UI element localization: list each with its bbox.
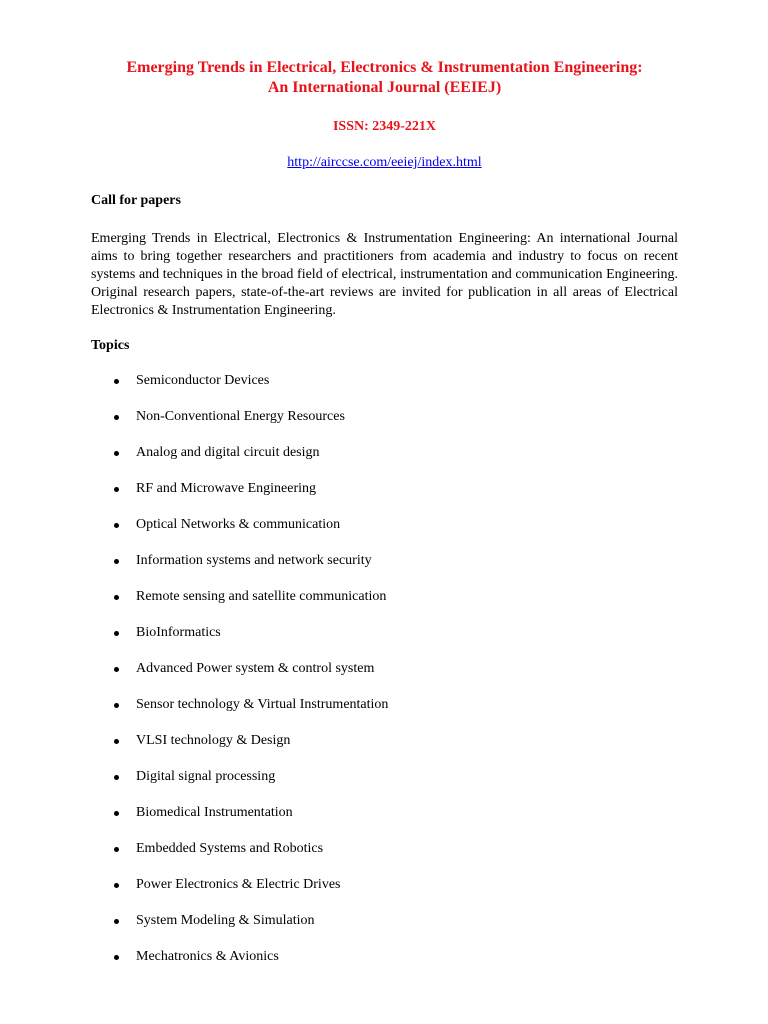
topic-item [91, 444, 678, 462]
document-page [91, 58, 678, 984]
bullet-icon [114, 739, 119, 744]
topic-item [91, 408, 678, 426]
journal-title-line-1: Emerging Trends in Electrical, Electronics & Instrumentation Engineering: [126, 59, 643, 76]
bullet-icon [114, 559, 119, 564]
topic-label: Advanced Power system & control system [136, 661, 375, 676]
topic-label: RF and Microwave Engineering [136, 481, 317, 496]
topic-label: Analog and digital circuit design [136, 445, 320, 460]
bullet-icon [114, 667, 119, 672]
topic-item [91, 768, 678, 786]
bullet-icon [114, 847, 119, 852]
topic-label: Information systems and network security [136, 553, 372, 568]
topic-item [91, 480, 678, 498]
bullet-icon [114, 775, 119, 780]
bullet-icon [114, 379, 119, 384]
issn-number: ISSN: 2349-221X [332, 119, 437, 134]
bullet-icon [114, 523, 119, 528]
topic-item [91, 660, 678, 678]
journal-title-line-2: An International Journal (EEIEJ) [267, 79, 502, 96]
intro-paragraph: Emerging Trends in Electrical, Electronics & Instrumentation Engineering: An international Journal aims to bring together researchers and practitioners from academia and industry to focus on recent systems and techniques in the broad field of electrical, instrumentation and communication Engineering. Original research papers, state-of-the-art reviews are invited for publication in all areas of Electrical Electronics & Instrumentation Engineering. [91, 231, 678, 318]
topic-item [91, 840, 678, 858]
topic-label: Embedded Systems and Robotics [136, 841, 324, 856]
call-for-papers-heading: Call for papers [91, 193, 181, 208]
topic-item [91, 696, 678, 714]
topic-label: System Modeling & Simulation [136, 913, 315, 928]
bullet-icon [114, 451, 119, 456]
topic-label: Digital signal processing [136, 769, 276, 784]
bullet-icon [114, 883, 119, 888]
topic-item [91, 948, 678, 966]
topic-label: Biomedical Instrumentation [136, 805, 293, 820]
bullet-icon [114, 487, 119, 492]
bullet-icon [114, 919, 119, 924]
topic-label: Mechatronics & Avionics [136, 949, 279, 964]
bullet-icon [114, 703, 119, 708]
bullet-icon [114, 631, 119, 636]
bullet-icon [114, 595, 119, 600]
topic-item [91, 516, 678, 534]
topic-item [91, 912, 678, 930]
topic-item [91, 552, 678, 570]
topic-label: BioInformatics [136, 625, 221, 640]
journal-url-link[interactable]: http://airccse.com/eeiej/index.html [287, 155, 482, 170]
bullet-icon [114, 955, 119, 960]
topic-label: Sensor technology & Virtual Instrumentation [136, 697, 389, 712]
bullet-icon [114, 415, 119, 420]
topic-item [91, 588, 678, 606]
topic-item [91, 372, 678, 390]
journal-url-line [91, 154, 678, 172]
bullet-icon [114, 811, 119, 816]
topic-label: VLSI technology & Design [136, 733, 291, 748]
topic-item [91, 732, 678, 750]
topic-label: Remote sensing and satellite communication [136, 589, 387, 604]
topic-label: Optical Networks & communication [136, 517, 341, 532]
topic-item [91, 876, 678, 894]
topic-label: Non-Conventional Energy Resources [136, 409, 345, 424]
topic-item [91, 624, 678, 642]
topic-item [91, 804, 678, 822]
topic-label: Semiconductor Devices [136, 373, 270, 388]
topics-list [91, 372, 678, 966]
topic-label: Power Electronics & Electric Drives [136, 877, 341, 892]
topics-heading: Topics [91, 338, 130, 353]
